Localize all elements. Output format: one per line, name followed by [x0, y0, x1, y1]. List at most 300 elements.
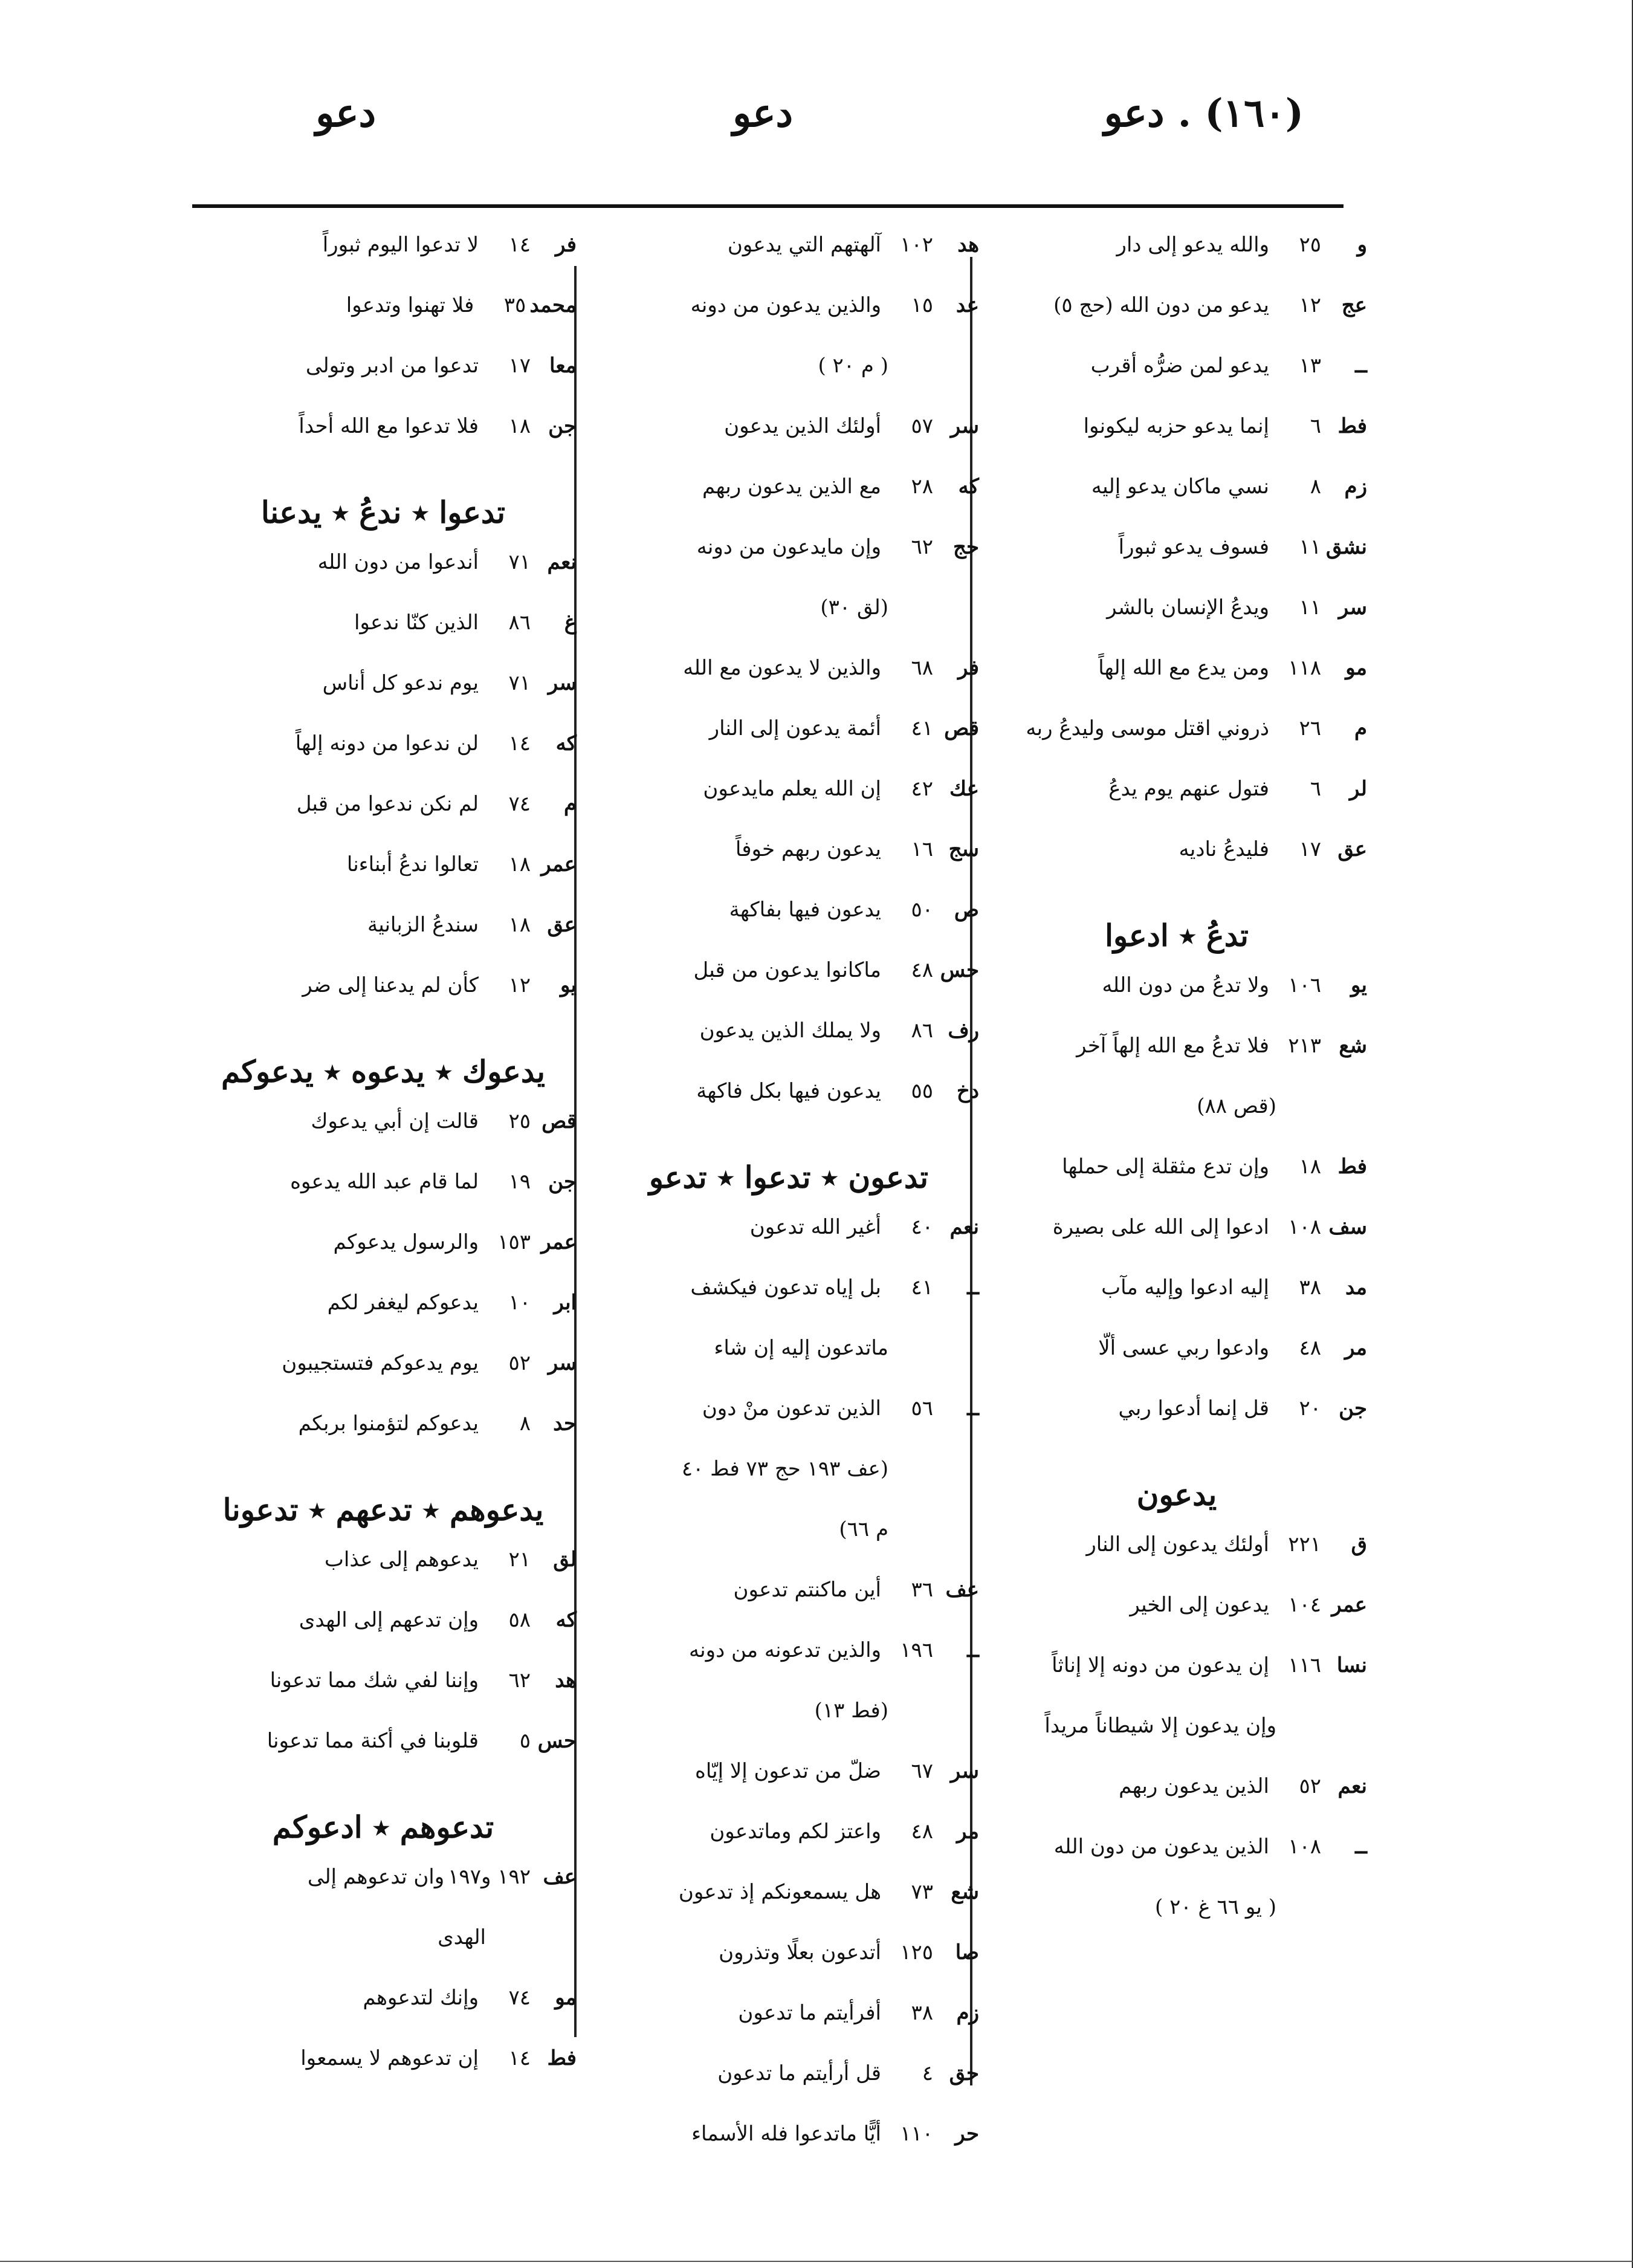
entry-row: [598, 958, 979, 1019]
entry-row: [598, 2061, 979, 2122]
surah-abbrev: دخ: [956, 1079, 979, 1103]
surah-abbrev: نعم: [1337, 1774, 1367, 1798]
entry-row: [190, 671, 577, 731]
entry-text: إن تدعوهم لا يسمعوا: [300, 2046, 479, 2070]
entry-text: يدعون فيها بفاكهة: [729, 898, 881, 922]
verse-number: ٥٢: [1299, 1774, 1321, 1798]
entry-text: الذين يدعون ربهم: [1119, 1774, 1269, 1798]
entry-row: [986, 354, 1367, 414]
header-root-word-middle: دعو: [732, 91, 793, 136]
entry-row: [986, 475, 1367, 535]
entry-continuation: [986, 1094, 1367, 1155]
entry-row: [190, 1668, 577, 1729]
entry-row: [598, 1215, 979, 1275]
entry-row: [190, 414, 577, 475]
surah-abbrev: شع: [951, 1880, 979, 1904]
verse-number: ١٤: [508, 233, 531, 257]
entry-text: تدعوا من ادبر وتولى: [305, 354, 479, 378]
verse-number: ٣٨: [911, 2001, 933, 2025]
entry-text: قلوبنا في أكنة مما تدعونا: [267, 1729, 479, 1753]
section-heading: يدعوهم ٭ تدعهم ٭ تدعونا: [222, 1492, 544, 1528]
section-heading: تدعُ ٭ ادعوا: [1105, 918, 1249, 953]
entry-continuation: [598, 1457, 979, 1517]
entry-text: يدعوكم ليغفر لكم: [327, 1291, 479, 1315]
surah-abbrev: يو: [1350, 973, 1367, 997]
surah-abbrev: نعم: [547, 550, 577, 574]
entry-text: والذين لا يدعون مع الله: [683, 656, 881, 680]
verse-number: ١٤: [508, 731, 531, 756]
verse-number: ١٠٨: [1288, 1835, 1321, 1859]
entry-row: [598, 777, 979, 837]
surah-abbrev: شع: [1339, 1034, 1367, 1058]
surah-abbrev: جن: [1339, 1396, 1367, 1421]
entry-row: [190, 1729, 577, 1789]
entry-row: [986, 1593, 1367, 1653]
surah-abbrev: كه: [555, 1608, 577, 1632]
surah-abbrev: حس: [940, 958, 979, 982]
surah-abbrev: نسا: [1336, 1653, 1367, 1677]
verse-number: ٤: [922, 2061, 933, 2085]
entry-row: [190, 1411, 577, 1472]
entry-text: أئمة يدعون إلى النار: [709, 716, 881, 740]
entry-row: [190, 1291, 577, 1351]
entry-row: [986, 1396, 1367, 1457]
surah-abbrev: سر: [548, 671, 577, 695]
entry-row: [598, 1396, 979, 1457]
entry-text: وإنك لتدعوهم: [363, 1986, 479, 2010]
surah-abbrev: عمر: [1331, 1593, 1367, 1617]
verse-number: ٤٨: [911, 1819, 933, 1844]
entry-text: تعالوا ندعُ أبناءنا: [346, 852, 479, 876]
surah-abbrev: سج: [948, 837, 979, 861]
entry-text: ادعوا إلى الله على بصيرة: [1052, 1215, 1269, 1239]
surah-abbrev: ابر: [554, 1291, 577, 1315]
entry-row: [986, 535, 1367, 595]
surah-abbrev: فر: [555, 233, 577, 257]
verse-number: ٧٤: [508, 792, 531, 816]
verse-number: ٤٢: [911, 777, 933, 801]
verse-number: ٤٨: [911, 958, 933, 982]
surah-abbrev: حج: [953, 535, 979, 559]
verse-number: ١١٨: [1288, 656, 1321, 680]
entry-row: [986, 777, 1367, 837]
entry-text: (فط ١٣): [814, 1699, 888, 1723]
surah-abbrev: مد: [1345, 1275, 1367, 1300]
entry-text: ماكانوا يدعون من قبل: [693, 958, 881, 982]
entry-text: وإن مايدعون من دونه: [696, 535, 881, 559]
entry-text: وإن تدعهم إلى الهدى: [299, 1608, 479, 1632]
entry-row: [598, 233, 979, 293]
entry-row: [190, 1986, 577, 2046]
section-heading: تدعوا ٭ ندعُ ٭ يدعنا: [260, 494, 506, 530]
entry-row: [986, 1034, 1367, 1094]
entry-text: والرسول يدعوكم: [333, 1230, 479, 1254]
verse-number: ٧٤: [508, 1986, 531, 2010]
entry-row: [190, 354, 577, 414]
entry-continuation: [598, 1699, 979, 1759]
entry-text: إليه ادعوا وإليه مآب: [1101, 1275, 1269, 1300]
surah-abbrev: م: [563, 792, 577, 816]
verse-number: ١٠: [508, 1291, 531, 1315]
column-left: [190, 233, 577, 2107]
surah-abbrev: سف: [1328, 1215, 1367, 1239]
surah-abbrev: صا: [955, 1940, 979, 1965]
entry-text: إن الله يعلم مايدعون: [703, 777, 881, 801]
entry-continuation: [598, 595, 979, 656]
verse-number: ٨٦: [508, 611, 531, 635]
entry-text: لما قام عبد الله يدعوه: [290, 1170, 479, 1194]
entry-row: [598, 1019, 979, 1079]
verse-number: ١٨: [508, 913, 531, 937]
surah-abbrev: جن: [548, 414, 577, 438]
verse-number: ١٠٨: [1288, 1215, 1321, 1239]
running-header-right: (١٦٠) . دعو: [1104, 91, 1304, 136]
verse-number: ١٥: [911, 293, 933, 317]
verse-number: ٤١: [911, 716, 933, 740]
entry-text: قالت إن أبي يدعوك: [311, 1109, 479, 1133]
entry-text: لا تدعوا اليوم ثبوراً: [322, 233, 479, 257]
entry-text: قل أرأيتم ما تدعون: [717, 2061, 881, 2085]
entry-row: [190, 1865, 577, 1925]
surah-abbrev: غ: [564, 611, 577, 635]
entry-row: [986, 414, 1367, 475]
entry-text: وإننا لفي شك مما تدعونا: [270, 1668, 479, 1693]
verse-number: ١٨: [508, 852, 531, 876]
entry-row: [598, 1079, 979, 1139]
surah-abbrev: محمد: [529, 293, 577, 317]
entry-row: [190, 852, 577, 913]
entry-row: [190, 1351, 577, 1411]
entry-row: [190, 550, 577, 611]
verse-number: ٧٣: [911, 1880, 933, 1904]
entry-row: [986, 656, 1367, 716]
entry-row: [986, 1653, 1367, 1714]
entry-text: أين ماكنتم تدعون: [733, 1578, 881, 1602]
verse-number: ٥٨: [508, 1608, 531, 1632]
verse-number: ٢٥: [1299, 233, 1321, 257]
entry-text: ضلّ من تدعون إلا إيّاه: [695, 1759, 881, 1783]
entry-text: هل يسمعونكم إذ تدعون: [678, 1880, 881, 1904]
surah-abbrev: حد: [553, 1411, 577, 1436]
entry-row: [598, 2122, 979, 2182]
entry-text: يدعون ربهم خوفاً: [735, 837, 881, 861]
surah-abbrev: عمر: [541, 1230, 577, 1254]
entry-row: [190, 1230, 577, 1291]
entry-text: أيًّا ماتدعوا فله الأسماء: [691, 2122, 881, 2146]
entry-row: [598, 535, 979, 595]
verse-number: ٦٢: [508, 1668, 531, 1693]
entry-row: [598, 475, 979, 535]
entry-text: يدعون فيها بكل فاكهة: [696, 1079, 881, 1103]
surah-abbrev: زم: [1344, 475, 1367, 499]
entry-text: ويدعُ الإنسان بالشر: [1107, 595, 1269, 620]
verse-number: ١٥٣: [497, 1230, 531, 1254]
surah-abbrev: سر: [950, 1759, 979, 1783]
entry-text: كأن لم يدعنا إلى ضر: [302, 973, 479, 997]
surah-abbrev: حس: [537, 1729, 577, 1753]
surah-abbrev: سر: [950, 414, 979, 438]
verse-number: ١٦: [911, 837, 933, 861]
verse-number: ٢٥: [508, 1109, 531, 1133]
entry-text: ( م ٢٠ ): [818, 354, 888, 378]
surah-abbrev: عق: [547, 913, 577, 937]
surah-abbrev: قص: [944, 716, 979, 740]
surah-abbrev: هد: [957, 233, 979, 257]
page-number: (١٦٠): [1205, 91, 1304, 136]
surah-abbrev: و: [1357, 233, 1367, 257]
entry-row: [190, 1608, 577, 1668]
surah-abbrev: عمر: [541, 852, 577, 876]
verse-number: ٢١٣: [1288, 1034, 1321, 1058]
verse-number: ٦٧: [911, 1759, 933, 1783]
verse-number: ١٣: [1299, 354, 1321, 378]
entry-text: وإن تدع مثقلة إلى حملها: [1062, 1155, 1269, 1179]
surah-abbrev: فر: [957, 656, 979, 680]
verse-number: ١١٦: [1288, 1653, 1321, 1677]
column-right: [986, 233, 1367, 1955]
verse-number: ٢٠: [1299, 1396, 1321, 1421]
entry-text: فتول عنهم يوم يدعُ: [1108, 777, 1269, 801]
surah-abbrev: ص: [954, 898, 979, 922]
verse-number: ١٩٦: [900, 1638, 933, 1662]
entry-text: فليدعُ ناديه: [1179, 837, 1269, 861]
entry-text: يوم يدعوكم فتستجيبون: [282, 1351, 479, 1375]
entry-text: الهدى: [438, 1925, 486, 1949]
verse-number: ٦: [1310, 414, 1321, 438]
entry-row: [598, 898, 979, 958]
entry-row: [598, 414, 979, 475]
section-heading: يدعوك ٭ يدعوه ٭ يدعوكم: [221, 1054, 546, 1089]
entry-row: [986, 1532, 1367, 1593]
entry-continuation: [598, 1336, 979, 1396]
surah-abbrev: نشق: [1325, 535, 1367, 559]
entry-row: [986, 1215, 1367, 1275]
surah-abbrev: عك: [949, 777, 979, 801]
verse-number: ٢١: [508, 1547, 531, 1572]
entry-row: [986, 1275, 1367, 1336]
entry-row: [986, 837, 1367, 898]
verse-number: ١٩٢ و١٩٧: [448, 1865, 531, 1889]
entry-row: [986, 716, 1367, 777]
entry-text: أندعوا من دون الله: [317, 550, 479, 574]
entry-text: سندعُ الزبانية: [367, 913, 479, 937]
verse-number: ٦: [1310, 777, 1321, 801]
surah-abbrev: عف: [543, 1865, 577, 1889]
entry-text: يدعوهم إلى عذاب: [324, 1547, 479, 1572]
surah-abbrev: فط: [1337, 1155, 1367, 1179]
surah-abbrev: ق: [1351, 1532, 1367, 1557]
entry-text: ماتدعون إليه إن شاء: [714, 1336, 888, 1360]
entry-text: آلهتهم التي يدعون: [727, 233, 881, 257]
entry-text: (لق ٣٠): [820, 595, 888, 620]
surah-abbrev: فط: [1337, 414, 1367, 438]
surah-abbrev: مو: [1345, 656, 1367, 680]
verse-number: ١٠٦: [1288, 973, 1321, 997]
entry-text: الذين كنّا ندعوا: [354, 611, 479, 635]
entry-row: [986, 595, 1367, 656]
entry-continuation: [190, 1925, 577, 1986]
header-rule: [192, 204, 1344, 208]
entry-text: الذين تدعون منْ دون: [702, 1396, 881, 1421]
verse-number: ٤٠: [911, 1215, 933, 1239]
entry-row: [598, 1578, 979, 1638]
verse-number: ١٢: [508, 973, 531, 997]
entry-text: أتدعون بعلًا وتذرون: [719, 1940, 881, 1965]
header-root-word-right: دعو: [1104, 91, 1165, 136]
surah-abbrev: فط: [547, 2046, 577, 2070]
header-root-word-left: دعو: [315, 91, 376, 136]
surah-abbrev: حر: [955, 2122, 979, 2146]
entry-text: يدعو من دون الله (حج ٥): [1053, 293, 1269, 317]
entry-text: م ٦٦): [839, 1517, 888, 1541]
verse-number: ٣٥: [503, 293, 526, 317]
surah-abbrev: ــ: [1355, 354, 1367, 378]
entry-text: فلا تدعُ مع الله إلهاً آخر: [1076, 1034, 1269, 1058]
entry-text: يدعوكم لتؤمنوا بربكم: [298, 1411, 479, 1436]
verse-number: ٦٨: [911, 656, 933, 680]
entry-text: فلا تهنوا وتدعوا: [346, 293, 474, 317]
entry-continuation: [598, 1517, 979, 1578]
surah-abbrev: يو: [560, 973, 577, 997]
verse-number: ٥٦: [911, 1396, 933, 1421]
entry-text: أولئك يدعون إلى النار: [1086, 1532, 1269, 1557]
entry-text: يدعو لمن ضرُّه أقرب: [1090, 354, 1269, 378]
surah-abbrev: ــ: [967, 1638, 979, 1662]
verse-number: ٤١: [911, 1275, 933, 1300]
surah-abbrev: سر: [548, 1351, 577, 1375]
entry-row: [986, 293, 1367, 354]
surah-abbrev: عج: [1341, 293, 1367, 317]
verse-number: ٧١: [508, 550, 531, 574]
entry-row: [190, 731, 577, 792]
entry-continuation: [986, 1714, 1367, 1774]
entry-text: الذين يدعون من دون الله: [1053, 1835, 1269, 1859]
verse-number: ٦٢: [911, 535, 933, 559]
surah-abbrev: مو: [555, 1986, 577, 2010]
surah-abbrev: ــ: [1355, 1835, 1367, 1859]
verse-number: ١١: [1299, 595, 1321, 620]
entry-row: [190, 233, 577, 293]
surah-abbrev: لق: [553, 1547, 577, 1572]
verse-number: ٧١: [508, 671, 531, 695]
verse-number: ١١: [1299, 535, 1321, 559]
entry-text: لن ندعوا من دونه إلهاً: [295, 731, 479, 756]
verse-number: ٥: [519, 1729, 531, 1753]
surah-abbrev: حق: [949, 2061, 979, 2085]
section-heading: تدعون ٭ تدعوا ٭ تدعو: [648, 1159, 929, 1195]
surah-abbrev: جن: [548, 1170, 577, 1194]
entry-text: وادعوا ربي عسى ألّا: [1098, 1336, 1269, 1360]
entry-row: [986, 233, 1367, 293]
entry-text: ولا تدعُ من دون الله: [1102, 973, 1269, 997]
verse-number: ٨: [519, 1411, 531, 1436]
entry-row: [598, 716, 979, 777]
entry-text: أغير الله تدعون: [749, 1215, 881, 1239]
verse-number: ٣٨: [1299, 1275, 1321, 1300]
surah-abbrev: لر: [1349, 777, 1367, 801]
entry-text: مع الذين يدعون ربهم: [702, 475, 881, 499]
surah-abbrev: سر: [1338, 595, 1367, 620]
entry-row: [598, 837, 979, 898]
verse-number: ١٠٤: [1288, 1593, 1321, 1617]
entry-text: واعتز لكم وماتدعون: [710, 1819, 881, 1844]
surah-abbrev: مر: [957, 1819, 979, 1844]
surah-abbrev: ــ: [967, 1275, 979, 1300]
verse-number: ٥٠: [911, 898, 933, 922]
surah-abbrev: عد: [956, 293, 979, 317]
entry-text: وإن يدعون إلا شيطاناً مريداً: [1044, 1714, 1276, 1738]
verse-number: ١٤: [508, 2046, 531, 2070]
verse-number: ١٢٥: [900, 1940, 933, 1965]
verse-number: ٢٢١: [1288, 1532, 1321, 1557]
verse-number: ٢٦: [1299, 716, 1321, 740]
column-middle: [598, 233, 979, 2182]
surah-abbrev: مر: [1345, 1336, 1367, 1360]
entry-text: والذين تدعونه من دونه: [688, 1638, 881, 1662]
verse-number: ١٢: [1299, 293, 1321, 317]
entry-text: قل إنما أدعوا ربي: [1118, 1396, 1269, 1421]
section-heading: يدعون: [1136, 1477, 1217, 1512]
surah-abbrev: عق: [1337, 837, 1367, 861]
verse-number: ١٨: [508, 414, 531, 438]
entry-row: [598, 656, 979, 716]
entry-row: [598, 1275, 979, 1336]
verse-number: ١٧: [1299, 837, 1321, 861]
verse-number: ٥٧: [911, 414, 933, 438]
entry-row: [190, 1109, 577, 1170]
surah-abbrev: معا: [549, 354, 577, 378]
entry-text: وان تدعوهم إلى: [307, 1865, 445, 1889]
entry-text: لم نكن ندعوا من قبل: [296, 792, 479, 816]
verse-number: ٨: [1310, 475, 1321, 499]
entry-text: (عف ١٩٣ حج ٧٣ فط ٤٠: [681, 1457, 888, 1481]
verse-number: ١٨: [1299, 1155, 1321, 1179]
entry-text: (قص ٨٨): [1197, 1094, 1276, 1118]
entry-row: [986, 1835, 1367, 1895]
verse-number: ١٧: [508, 354, 531, 378]
surah-abbrev: ــ: [967, 1396, 979, 1421]
entry-row: [190, 1547, 577, 1608]
entry-text: إنما يدعو حزبه ليكونوا: [1083, 414, 1269, 438]
entry-text: ولا يملك الذين يدعون: [699, 1019, 881, 1043]
section-heading: تدعوهم ٭ ادعوكم: [272, 1809, 494, 1845]
entry-row: [598, 1638, 979, 1699]
surah-abbrev: عف: [945, 1578, 979, 1602]
entry-row: [190, 913, 577, 973]
entry-continuation: [598, 354, 979, 414]
entry-row: [986, 1336, 1367, 1396]
entry-row: [986, 973, 1367, 1034]
entry-row: [598, 2001, 979, 2061]
entry-row: [598, 293, 979, 354]
entry-text: أولئك الذين يدعون: [724, 414, 881, 438]
entry-row: [190, 973, 577, 1034]
entry-text: نسي ماكان يدعو إليه: [1091, 475, 1269, 499]
entry-row: [190, 611, 577, 671]
verse-number: ٣٦: [911, 1578, 933, 1602]
entry-row: [190, 1170, 577, 1230]
surah-abbrev: رف: [948, 1019, 979, 1043]
page-edge-bottom: [0, 2261, 1633, 2262]
entry-text: إن يدعون من دونه إلا إناثاً: [1052, 1653, 1269, 1677]
entry-text: يوم ندعو كل أناس: [322, 671, 479, 695]
entry-continuation: [986, 1895, 1367, 1955]
verse-number: ١٠٢: [900, 233, 933, 257]
entry-row: [190, 2046, 577, 2107]
entry-row: [190, 293, 577, 354]
entry-text: أفرأيتم ما تدعون: [738, 2001, 881, 2025]
entry-text: فلا تدعوا مع الله أحداً: [299, 414, 479, 438]
